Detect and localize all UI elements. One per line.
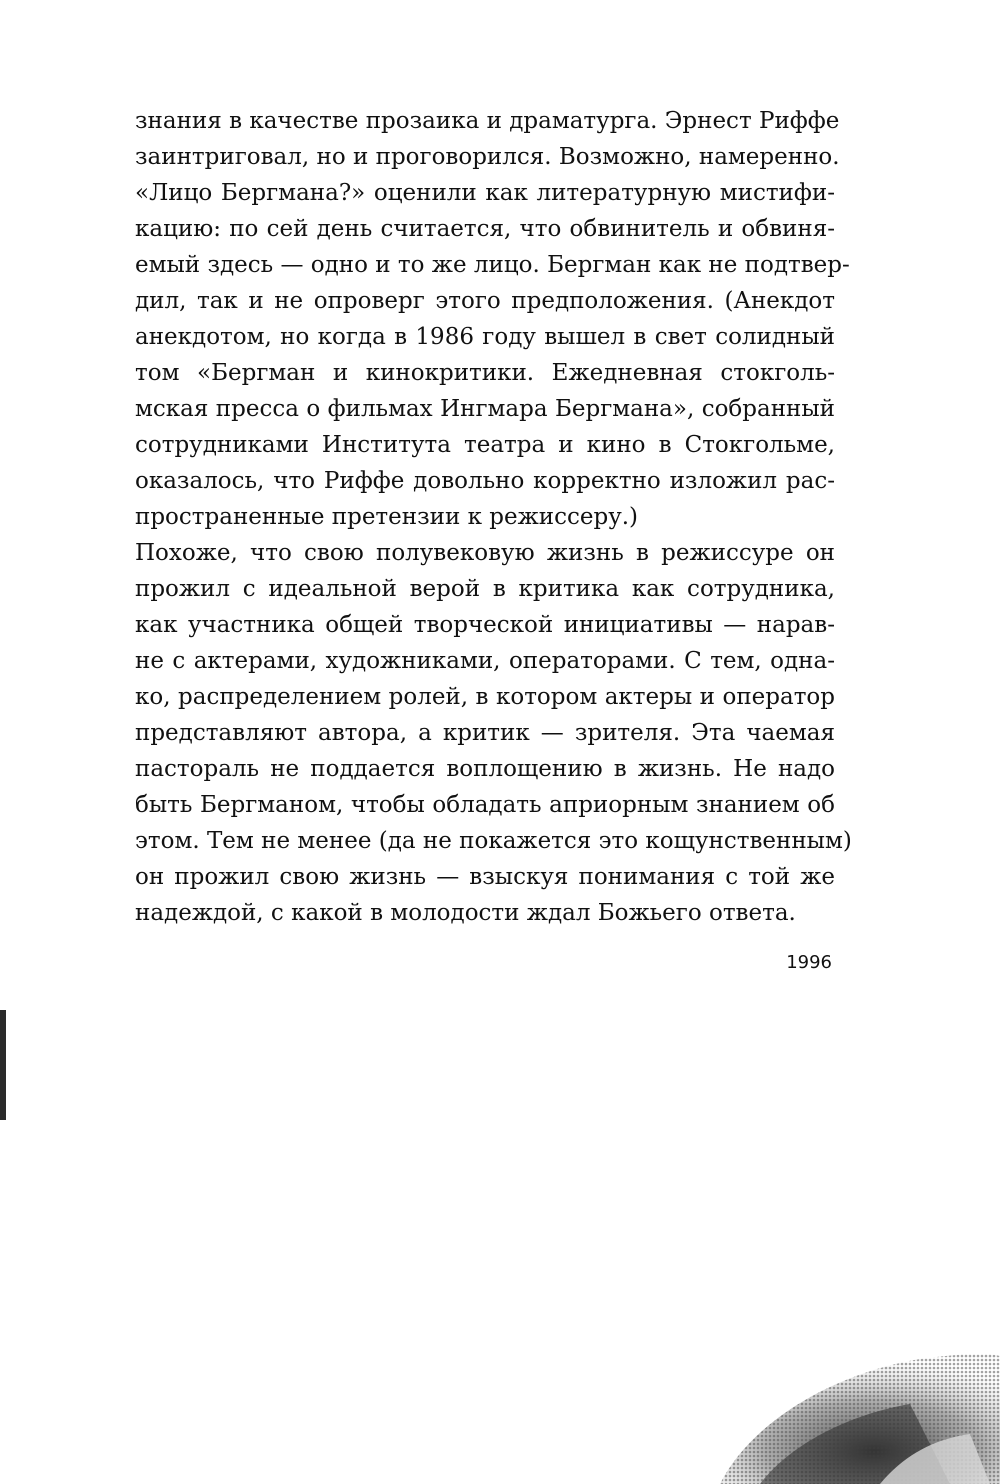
text-line: быть Бергманом, чтобы обладать априорным знанием об: [135, 792, 835, 818]
text-line: сотрудниками Института театра и кино в Стокгольме,: [135, 432, 835, 458]
text-line: ко, распределением ролей, в котором актеры и оператор: [135, 684, 835, 710]
scan-edge-mark: [0, 1010, 6, 1120]
text-line: этом. Тем не менее (да не покажется это кощунственным): [135, 828, 852, 854]
text-line: Похоже, что свою полувековую жизнь в режиссуре он: [135, 540, 835, 566]
text-line: как участника общей творческой инициативы — нарав-: [135, 612, 835, 638]
text-line: надеждой, с какой в молодости ждал Божьего ответа.: [135, 900, 796, 926]
text-line: он прожил свою жизнь — взыскуя понимания с той же: [135, 864, 835, 890]
text-line: кацию: по сей день считается, что обвинитель и обвиня-: [135, 216, 835, 242]
text-line: «Лицо Бергмана?» оценили как литературную мистифи-: [135, 180, 835, 206]
text-line: пространенные претензии к режиссеру.): [135, 504, 639, 530]
text-line: оказалось, что Риффе довольно корректно изложил рас-: [135, 468, 835, 494]
text-line: представляют автора, а критик — зрителя. Эта чаемая: [135, 720, 835, 746]
year-signature: 1996: [786, 952, 832, 973]
text-line: не с актерами, художниками, операторами. С тем, одна-: [135, 648, 835, 674]
text-line: емый здесь — одно и то же лицо. Бергман как не подтвер-: [135, 252, 850, 278]
text-line: анекдотом, но когда в 1986 году вышел в свет солидный: [135, 324, 835, 350]
text-line: знания в качестве прозаика и драматурга. Эрнест Риффе: [135, 108, 840, 134]
body-text: [135, 103, 852, 931]
text-line: том «Бергман и кинокритики. Ежедневная стокголь-: [135, 360, 835, 386]
text-line: дил, так и не опроверг этого предположения. (Анекдот: [135, 288, 835, 314]
text-line: прожил с идеальной верой в критика как сотрудника,: [135, 576, 835, 602]
text-line: заинтриговал, но и проговорился. Возможно, намеренно.: [135, 144, 840, 170]
halftone-image-fragment: [720, 1334, 1000, 1484]
text-line: пастораль не поддается воплощению в жизнь. Не надо: [135, 756, 835, 782]
text-line: мская пресса о фильмах Ингмара Бергмана», собранный: [135, 396, 835, 422]
